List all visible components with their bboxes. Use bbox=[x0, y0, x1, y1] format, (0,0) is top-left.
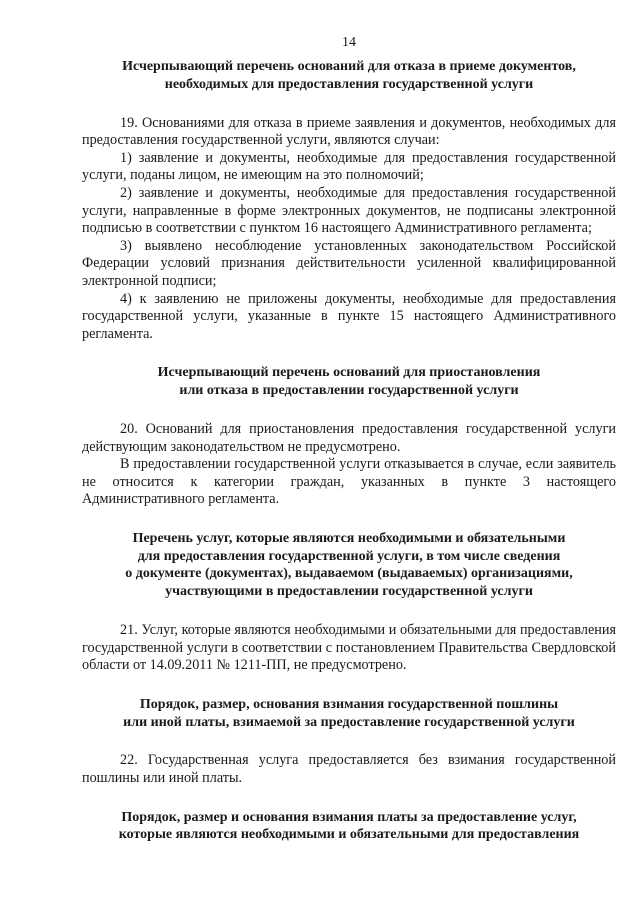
heading-line: Исчерпывающий перечень оснований для приостановления bbox=[157, 365, 541, 381]
heading-line: о документе (документах), выдаваемом (выдаваемых) организациями, bbox=[125, 566, 573, 582]
list-item-2: 2) заявление и документы, необходимые для предоставления государственной услуги, направленные в форме электронных документов, не подписаны электронной подписью в соответствии с пунктом 16 настоящего Административного регламента; bbox=[82, 184, 616, 237]
paragraph-22: 22. Государственная услуга предоставляется без взимания государственной пошлины или иной платы. bbox=[82, 752, 616, 787]
heading-line: необходимых для предоставления государственной услуги bbox=[164, 76, 534, 92]
list-item-3: 3) выявлено несоблюдение установленных законодательством Российской Федерации условий признания действительности усиленной квалифицированной электронной подписи; bbox=[82, 237, 616, 289]
page-number: 14 bbox=[342, 35, 356, 50]
heading-line: Перечень услуг, которые являются необходимыми и обязательными bbox=[132, 530, 566, 546]
paragraph-20: 20. Оснований для приостановления предоставления государственной услуги действующим законодательством не предусмотрено. bbox=[82, 420, 616, 455]
section-heading-fee-for-services bbox=[82, 809, 616, 845]
document-page bbox=[82, 34, 616, 844]
heading-line: Порядок, размер, основания взимания государственной пошлины bbox=[139, 696, 559, 712]
list-item-1: 1) заявление и документы, необходимые для предоставления государственной услуги, поданы лицом, не имеющим на это полномочий; bbox=[82, 149, 616, 184]
heading-line: Порядок, размер и основания взимания платы за предоставление услуг, bbox=[121, 809, 577, 825]
list-item-4: 4) к заявлению не приложены документы, необходимые для предоставления государственной услуги, указанные в пункте 15 настоящего Административного регламента. bbox=[82, 290, 616, 342]
paragraph-refusal-case: В предоставлении государственной услуги отказывается в случае, если заявитель не относится к категории граждан, указанных в пункте 3 настоящего Административного регламента. bbox=[82, 456, 616, 508]
section-heading-suspension-refusal bbox=[82, 364, 616, 400]
section-heading-state-duty bbox=[82, 696, 616, 732]
heading-line: участвующими в предоставлении государственной услуги bbox=[165, 584, 533, 600]
paragraph-19: 19. Основаниями для отказа в приеме заявления и документов, необходимых для предоставления государственной услуги, являются случаи: bbox=[82, 114, 616, 149]
heading-line: или иной платы, взимаемой за предоставление государственной услуги bbox=[123, 714, 575, 730]
section-heading-necessary-services bbox=[82, 530, 616, 601]
heading-line: или отказа в предоставлении государственной услуги bbox=[179, 383, 519, 399]
heading-line: Исчерпывающий перечень оснований для отказа в приеме документов, bbox=[122, 59, 576, 74]
paragraph-21: 21. Услуг, которые являются необходимыми и обязательными для предоставления государственной услуги в соответствии с постановлением Правительства Свердловской области от 14.09.2011 № 1211-ПП, не предусмотрено. bbox=[82, 622, 616, 674]
heading-line: для предоставления государственной услуги, в том числе сведения bbox=[137, 548, 561, 564]
heading-line: которые являются необходимыми и обязательными для предоставления bbox=[118, 827, 580, 843]
section-heading-refusal-acceptance bbox=[82, 58, 616, 94]
